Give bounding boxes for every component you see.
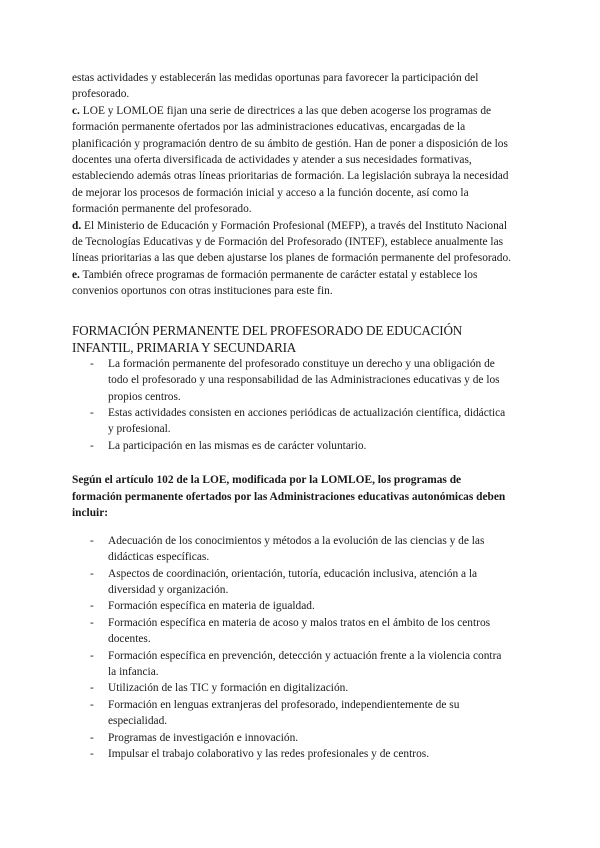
list-item: - Aspectos de coordinación, orientación, tutoría, educación inclusiva, atención a la diversidad y organización. bbox=[90, 567, 478, 596]
list-item: - La participación en las mismas es de carácter voluntario. bbox=[72, 438, 512, 454]
dash-bullet: - bbox=[90, 616, 94, 629]
item-e-text: También ofrece programas de formación permanente de carácter estatal y establece los convenios oportunos con otras instituciones para este fin. bbox=[72, 268, 478, 298]
list-item: - Programas de investigación e innovación. bbox=[72, 730, 512, 746]
dash-bullet: - bbox=[90, 649, 94, 662]
list-item: - Formación específica en materia de igualdad. bbox=[72, 598, 512, 614]
dash-bullet: - bbox=[90, 357, 94, 370]
item-e-letter: e. bbox=[72, 268, 80, 281]
item-c-text: LOE y LOMLOE fijan una serie de directrices a las que deben acogerse los programas de formación permanente ofertados por las administraciones educativas, encargadas de la planificación y programación dentro de su ámbito de gestión. Han de poner a disposición de los docentes una oferta diversificada de actividades y atender a sus necesidades formativas, estableciendo además otras líneas prioritarias de formación. La legislación subraya la necesidad de mejorar los procesos de formación inicial y acceso a la función docente, así como la formación permanente del profesorado. bbox=[72, 104, 509, 216]
list-item: - Estas actividades consisten en acciones periódicas de actualización científica, didáctica y profesional. bbox=[90, 406, 506, 436]
dash-bullet: - bbox=[90, 682, 94, 695]
dash-bullet: - bbox=[90, 567, 94, 580]
list-item: - Impulsar el trabajo colaborativo y las redes profesionales y de centros. bbox=[72, 746, 512, 762]
item-e-paragraph bbox=[72, 267, 512, 300]
dash-bullet: - bbox=[90, 600, 94, 613]
list-item: - La formación permanente del profesorado constituye un derecho y una obligación de todo el profesorado y una responsabilidad de las Administraciones educativas y de los propios centros. bbox=[90, 357, 500, 403]
list-item: - Utilización de las TIC y formación en digitalización. bbox=[72, 680, 512, 696]
list-item: - Formación específica en materia de acoso y malos tratos en el ámbito de los centros docentes. bbox=[90, 616, 491, 646]
item-d-paragraph bbox=[72, 218, 512, 267]
programs-bullet-list bbox=[72, 533, 512, 763]
item-d-text: El Ministerio de Educación y Formación Profesional (MEFP), a través del Instituto Nacional de Tecnologías Educativas y de Formación del Profesorado (INTEF), establece anualmente las líneas prioritarias a las que deben ajustarse los planes de formación permanente del profesorado. bbox=[72, 219, 512, 265]
section-heading: FORMACIÓN PERMANENTE DEL PROFESORADO DE EDUCACIÓN INFANTIL, PRIMARIA Y SECUNDARIA bbox=[72, 322, 463, 355]
dash-bullet: - bbox=[90, 439, 94, 452]
item-c-paragraph bbox=[72, 103, 512, 218]
document-page bbox=[72, 70, 512, 762]
dash-bullet: - bbox=[90, 698, 94, 711]
dash-bullet: - bbox=[90, 748, 94, 761]
intro-paragraph: estas actividades y establecerán las medidas oportunas para favorecer la participación del profesorado. bbox=[72, 72, 479, 101]
dash-bullet: - bbox=[90, 534, 94, 547]
list-item: - Formación en lenguas extranjeras del profesorado, independientemente de su especialidad. bbox=[90, 698, 460, 728]
dash-bullet: - bbox=[90, 731, 94, 744]
item-d-letter: d. bbox=[72, 219, 82, 232]
list-item: - Formación específica en prevención, detección y actuación frente a la violencia contra la infancia. bbox=[90, 649, 502, 678]
article-102-subheading: Según el artículo 102 de la LOE, modificada por la LOMLOE, los programas de formación permanente ofertados por las Administraciones educativas autonómicas deben incluir: bbox=[72, 474, 506, 519]
item-c-letter: c. bbox=[72, 104, 80, 117]
dash-bullet: - bbox=[90, 406, 94, 419]
list-item: - Adecuación de los conocimientos y métodos a la evolución de las ciencias y de las didácticas específicas. bbox=[90, 534, 485, 564]
general-bullet-list bbox=[72, 356, 512, 454]
